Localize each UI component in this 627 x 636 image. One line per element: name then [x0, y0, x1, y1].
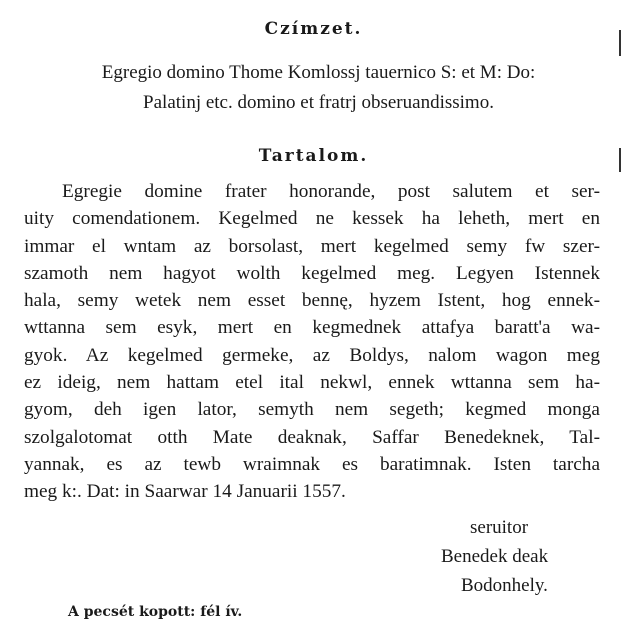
seal-footnote: A pecsét kopott: fél ív.: [68, 604, 243, 620]
body-line: meg k:. Dat: in Saarwar 14 Januarii 1557.: [24, 481, 346, 503]
signature-name: Benedek deak: [441, 546, 549, 567]
body-line: gyok. Az kegelmed germeke, az Boldys, nalom wagon meg: [24, 344, 600, 366]
body-line: wttanna sem esyk, mert en kegmednek attafya baratt'a wa-: [24, 317, 600, 339]
body-line: yannak, es az tewb wraimnak es baratimnak. Isten tarcha: [24, 453, 600, 475]
signature-place: Bodonhely.: [461, 575, 548, 596]
body-line: immar el wntam az borsolast, mert kegelmed semy fw szer-: [24, 235, 600, 257]
address-heading: Czímzet.: [264, 19, 363, 39]
body-line: hala, semy wetek nem esset bennę, hyzem Istent, hog ennek-: [24, 290, 600, 312]
body-line: gyom, deh igen lator, semyth nem segeth; kegmed monga: [24, 399, 600, 421]
body-line: szolgalotomat otth Mate deaknak, Saffar Benedeknek, Tal-: [24, 426, 600, 448]
letter-body: [24, 178, 600, 506]
content-heading: Tartalom.: [258, 146, 369, 166]
address-line: Palatinj etc. domino et fratrj obseruandissimo.: [143, 92, 494, 113]
address-block: [30, 58, 607, 118]
body-line: Egregie domine frater honorande, post salutem et ser-: [62, 181, 600, 202]
body-line: szamoth nem hagyot wolth kegelmed meg. Legyen Istennek: [24, 262, 600, 284]
signature-closing: seruitor: [470, 517, 529, 538]
address-line: Egregio domino Thome Komlossj tauernico S: et M: Do:: [101, 62, 536, 83]
body-line: ez ideig, nem hattam etel ital nekwl, ennek wttanna sem ha-: [24, 372, 600, 394]
body-line: uity comendationem. Kegelmed ne kessek ha leheth, mert en: [24, 208, 600, 230]
